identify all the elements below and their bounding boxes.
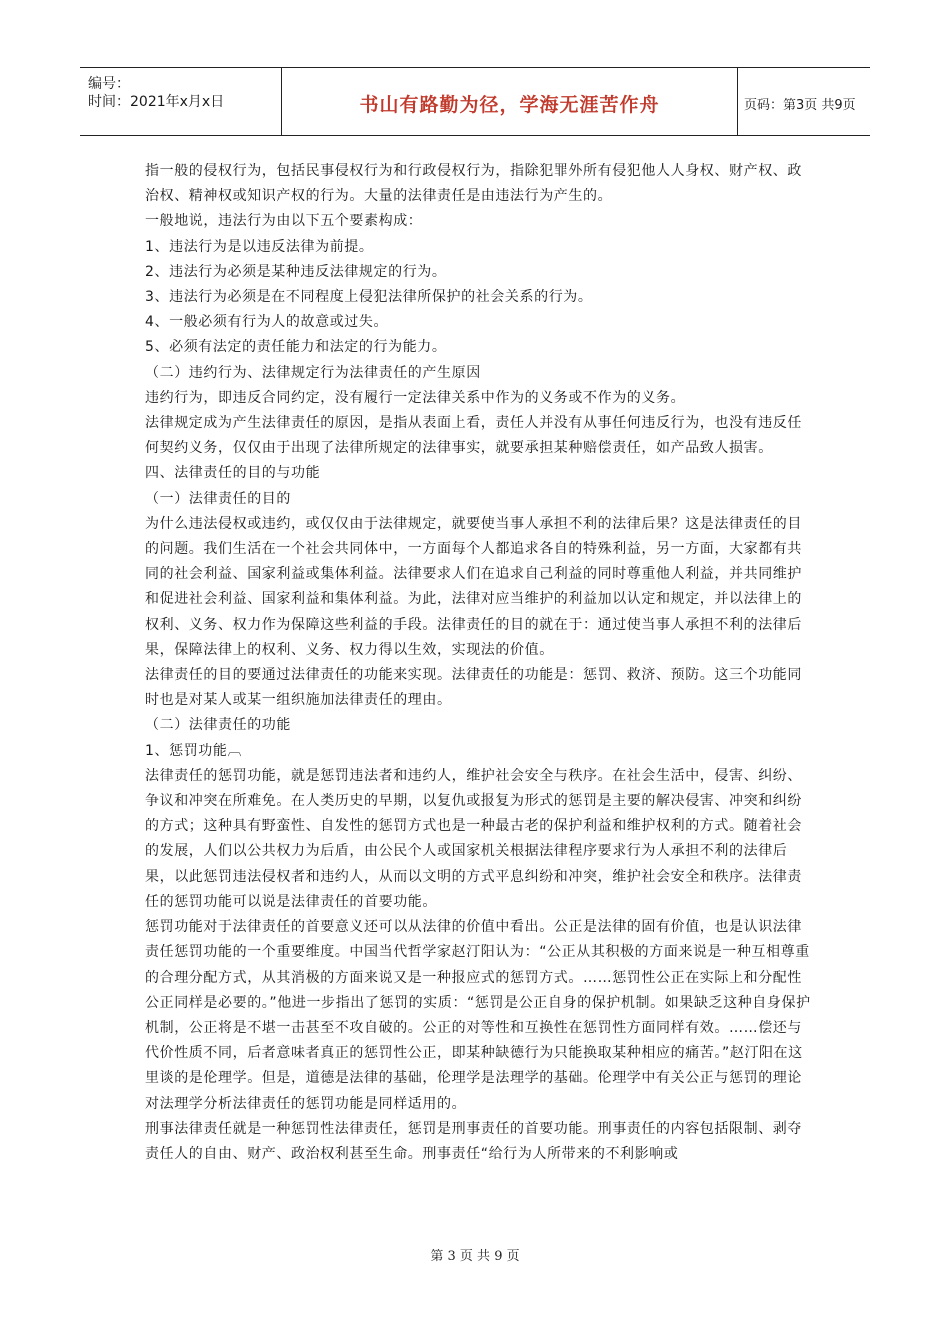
section-heading: 四、法律责任的目的与功能 bbox=[145, 465, 321, 482]
page-footer: 第 3 页 共 9 页 bbox=[430, 1249, 520, 1264]
paragraph: 法律责任的惩罚功能，就是惩罚违法者和违约人，维护社会安全与秩序。在社会生活中，侵害、纠纷、争议和冲突在所难免。在人类历史的早期，以复仇或报复为形式的惩罚是主要的解决侵害、冲突和纠纷的方式；这种具有野蛮性、自发性的惩罚方式也是一种最古老的保护利益和维护权利的方式。随着社会的发展，人们以公共权力为后盾，由公民个人或国家机关根据法律程序要求行为人承担不利的法律后果，以此惩罚违法侵权者和违约人，从而以文明的方式平息纠纷和冲突，维护社会安全和秩序。法律责任的惩罚功能可以说是法律责任的首要功能。 bbox=[145, 767, 802, 910]
list-item: 4、一般必须有行为人的故意或过失。 bbox=[145, 314, 389, 331]
list-item: 3、违法行为必须是在不同程度上侵犯法律所保护的社会关系的行为。 bbox=[145, 289, 593, 306]
header-table bbox=[80, 67, 870, 136]
section-heading: （二）违约行为、法律规定行为法律责任的产生原因 bbox=[145, 364, 481, 381]
document-time-label: 时间：2021年x月x日 bbox=[88, 94, 225, 110]
document-number-label: 编号： bbox=[88, 76, 130, 92]
page-number-label: 页码：第3页 共9页 bbox=[744, 98, 856, 113]
motto-text: 书山有路勤为径，学海无涯苦作舟 bbox=[359, 94, 660, 116]
paragraph: 惩罚功能对于法律责任的首要意义还可以从法律的价值中看出。公正是法律的固有价值，也是认识法律责任惩罚功能的一个重要维度。中国当代哲学家赵汀阳认为：“公正从其积极的方面来说是一种互相尊重的合理分配方式，从其消极的方面来说又是一种报应式的惩罚方式。……惩罚性公正在实际上和分配性公正同样是必要的。”他进一步指出了惩罚的实质：“惩罚是公正自身的保护机制。如果缺乏这种自身保护机制，公正将是不堪一击甚至不攻自破的。公正的对等性和互换性在惩罚性方面同样有效。……偿还与代价性质不同，后者意味者真正的惩罚性公正，即某种缺德行为只能换取某种相应的痛苦。”赵汀阳在这里谈的是伦理学。但是，道德是法律的基础，伦理学是法理学的基础。伦理学中有关公正与惩罚的理论对法理学分析法律责任的惩罚功能是同样适用的。 bbox=[145, 919, 811, 1112]
paragraph: 违约行为，即违反合同约定，没有履行一定法律关系中作为的义务或不作为的义务。 bbox=[145, 389, 686, 406]
paragraph: 指一般的侵权行为，包括民事侵权行为和行政侵权行为，指除犯罪外所有侵犯他人人身权、财产权、政治权、精神权或知识产权的行为。大量的法律责任是由违法行为产生的。 bbox=[145, 163, 802, 205]
list-item: 5、必须有法定的责任能力和法定的行为能力。 bbox=[145, 339, 447, 356]
document-body bbox=[145, 159, 811, 1167]
section-heading: （一）法律责任的目的 bbox=[145, 490, 291, 507]
paragraph: 法律规定成为产生法律责任的原因，是指从表面上看，责任人并没有从事任何违反行为，也没有违反任何契约义务，仅仅由于出现了法律所规定的法律事实，就要承担某种赔偿责任，如产品致人损害。 bbox=[145, 415, 802, 457]
header-info-cell bbox=[80, 68, 282, 135]
paragraph: 为什么违法侵权或违约，或仅仅由于法律规定，就要使当事人承担不利的法律后果？这是法律责任的目的问题。我们生活在一个社会共同体中，一方面每个人都追求各自的特殊利益，另一方面，大家都有共同的社会利益、国家利益或集体利益。法律要求人们在追求自己利益的同时尊重他人利益，并共同维护和促进社会利益、国家利益和集体利益。为此，法律对应当维护的利益加以认定和规定，并以法律上的权利、义务、权力作为保障这些利益的手段。法律责任的目的就在于：通过使当事人承担不利的法律后果，保障法律上的权利、义务、权力得以生效，实现法的价值。 bbox=[145, 515, 802, 658]
header-motto-cell bbox=[282, 68, 738, 135]
list-item: 2、违法行为必须是某种违反法律规定的行为。 bbox=[145, 263, 447, 280]
list-item: 1、违法行为是以违反法律为前提。 bbox=[145, 238, 374, 255]
paragraph: 一般地说，违法行为由以下五个要素构成： bbox=[145, 213, 423, 230]
paragraph: 法律责任的目的要通过法律责任的功能来实现。法律责任的功能是：惩罚、救济、预防。这三个功能同时也是对某人或某一组织施加法律责任的理由。 bbox=[145, 667, 802, 709]
section-heading: （二）法律责任的功能 bbox=[145, 717, 291, 734]
paragraph: 刑事法律责任就是一种惩罚性法律责任，惩罚是刑事责任的首要功能。刑事责任的内容包括限制、剥夺责任人的自由、财产、政治权利甚至生命。刑事责任“给行为人所带来的不利影响或 bbox=[145, 1120, 802, 1162]
section-heading: 1、惩罚功能︹ bbox=[145, 742, 243, 759]
header-page-cell bbox=[738, 68, 870, 135]
